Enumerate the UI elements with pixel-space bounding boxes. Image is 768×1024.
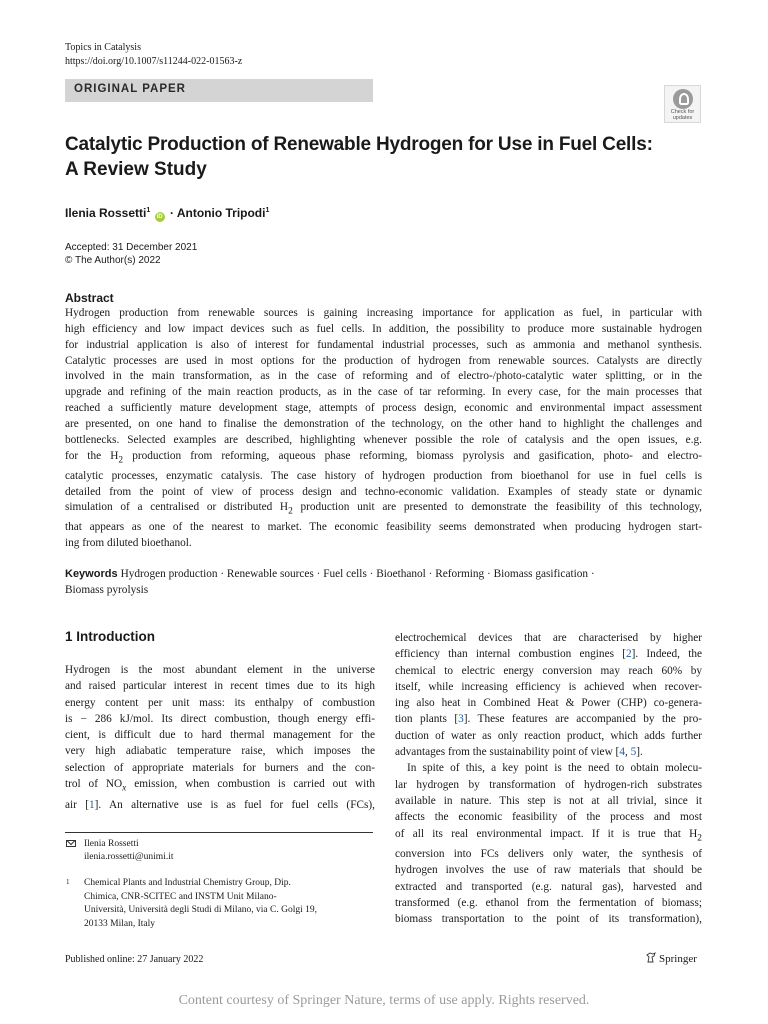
- author-1[interactable]: Ilenia Rossetti: [65, 206, 147, 220]
- citation-link[interactable]: 4: [619, 746, 625, 759]
- body-line: itself, while increasing efficiency is achieved when recover-: [395, 680, 702, 693]
- body-line: available in nature. This step is not at all trivial, since it: [395, 794, 702, 807]
- affiliation-line: Università, Università degli Studi di Milano, via C. Golgi 19,: [84, 905, 317, 915]
- citation-link[interactable]: 1: [89, 798, 95, 811]
- body-line: chemical to electric energy conversion may reach 60% by: [395, 664, 702, 677]
- body-line: ing also heat in Combined Heat & Power (CHP) co-genera-: [395, 697, 702, 710]
- corresponding-author-name: Ilenia Rossetti: [84, 839, 139, 849]
- abstract-line: [65, 449, 702, 469]
- subscript: 2: [697, 832, 702, 843]
- body-line: electrochemical devices that are characterised by higher: [395, 632, 702, 644]
- body-line: biomass transportation to the point of its transformation),: [395, 913, 702, 926]
- keywords-list-cont: Biomass pyrolysis: [65, 584, 149, 596]
- crossmark-badge[interactable]: [664, 85, 701, 123]
- publisher-name: Springer: [659, 953, 697, 965]
- affiliation-line: Chemical Plants and Industrial Chemistry Group, Dip.: [84, 878, 291, 888]
- section-heading-introduction: 1 Introduction: [65, 629, 155, 644]
- abstract-line: Hydrogen production from renewable sources is gaining increasing importance for application as fuel, in particular with: [65, 307, 702, 319]
- text-run: emission, when combustion is carried out with: [126, 778, 375, 791]
- citation-link[interactable]: 2: [625, 648, 632, 661]
- subscript: x: [122, 783, 127, 794]
- abstract-body: [65, 306, 702, 552]
- author-2-affiliation: 1: [265, 207, 270, 214]
- text-run: production unit are presented to demonstrate the feasibility of this technology,: [292, 501, 702, 514]
- text-run: production from reforming, aqueous phase reforming, biomass pyrolysis and gasification, photo- and electro-: [123, 449, 702, 462]
- abstract-line: Catalytic processes are used in most options for the production of hydrogen from renewable sources. Catalysts are directly: [65, 354, 702, 367]
- crossmark-text-1: Check for: [670, 109, 695, 115]
- publisher-logo: [646, 952, 697, 965]
- article-type-bar: [65, 79, 373, 102]
- subscript: 2: [288, 506, 293, 517]
- text-run: efficiency than internal combustion engines [: [395, 648, 626, 661]
- article-type-label: ORIGINAL PAPER: [74, 83, 186, 95]
- email-icon: [66, 840, 76, 847]
- affiliation-line: 20133 Milan, Italy: [84, 918, 155, 929]
- text-run: ]. An alternative use is as fuel for fuel cells (FCs),: [94, 798, 375, 811]
- abstract-line: ing from diluted bioethanol.: [65, 537, 192, 550]
- body-line: conversion into FCs delivers only water, the synthesis of: [395, 848, 702, 861]
- article-title-line-2: A Review Study: [65, 159, 207, 180]
- published-date: Published online: 27 January 2022: [65, 954, 204, 965]
- abstract-heading: Abstract: [65, 291, 114, 305]
- body-line: Hydrogen is the most abundant element in the universe: [65, 664, 375, 676]
- author-1-affiliation: 1: [146, 207, 151, 214]
- copyright-notice: © The Author(s) 2022: [65, 255, 161, 266]
- body-line: [395, 744, 702, 760]
- text-run: trol of NO: [65, 778, 123, 791]
- body-line: duction of water as only reaction product, which adds further: [395, 729, 702, 742]
- footnote-divider: [65, 832, 373, 833]
- accepted-date: Accepted: 31 December 2021: [65, 242, 198, 253]
- body-line: [395, 711, 702, 727]
- body-line: selection of appropriate materials for burners and the con-: [65, 761, 375, 774]
- body-line: very high adiabatic temperature raise, which imposes the: [65, 745, 375, 758]
- affiliation-line: Chimica, CNR-SCITEC and INSTM Unit Milano-: [84, 891, 277, 902]
- body-line: In spite of this, a key point is the need to obtain molecu-: [407, 762, 702, 775]
- affiliation: [84, 877, 374, 931]
- author-separator: ·: [166, 206, 177, 220]
- orcid-icon[interactable]: iD: [156, 214, 163, 220]
- body-line: energy content per unit mass: its enthalpy of combustion: [65, 696, 375, 709]
- text-run: of all its real environmental impact. If it is true that H: [395, 827, 698, 840]
- abstract-line: upgrade and refining of the main reaction products, as in the case of tar reforming. In every case, for the main processes that: [65, 386, 702, 399]
- body-line: lar hydrogen by transformation of hydrogen-rich substrates: [395, 778, 702, 791]
- abstract-line: high efficiency and low impact devices such as fuel cells. In addition, the possibility to produce more sustainable hydrogen: [65, 322, 702, 335]
- keywords-heading: Keywords: [65, 568, 118, 580]
- text-run: simulation of a centralised or distributed H: [65, 501, 289, 514]
- abstract-line: for industrial application is also of interest for fundamental industrial processes, such as ammonia and methanol synthesis.: [65, 338, 702, 351]
- crossmark-icon: [673, 89, 693, 109]
- crossmark-text-2: updates: [672, 115, 693, 121]
- body-line: cient, is difficult due to hard thermal management for the: [65, 729, 375, 742]
- abstract-line: involved in the main transformation, as in the case of reforming and of electro-/photo-catalytic water splitting, or in the: [65, 370, 702, 383]
- abstract-line: that appears as one of the nearest to market. The economic feasibility seems demonstrated when producing hydrogen start-: [65, 521, 702, 534]
- body-line: [395, 826, 702, 847]
- abstract-line: bottlenecks. Selected examples are described, highlighting whenever possible the role of catalysis and the open issues, e.g.: [65, 433, 702, 446]
- body-line: and raised particular interest in recent times due to its high: [65, 680, 375, 693]
- subscript: 2: [118, 454, 124, 465]
- body-line: affects the economic feasibility of the process and most: [395, 811, 702, 824]
- body-line: extracted and transported (e.g. natural gas), harvested and: [395, 880, 702, 893]
- corresponding-author-email[interactable]: ilenia.rossetti@unimi.it: [84, 852, 174, 862]
- text-run: ]. These features are accompanied by the pro-: [463, 713, 702, 726]
- affiliation-number: 1: [66, 878, 70, 886]
- body-line: is − 286 kJ/mol. Its direct combustion, though energy effi-: [65, 712, 375, 725]
- text-run: ].: [636, 746, 643, 759]
- abstract-line: detailed from the point of view of process design and techno-economic validation. Examples of steady state or dynamic: [65, 485, 702, 498]
- body-line: [65, 776, 375, 797]
- abstract-line: [65, 500, 702, 520]
- keywords-list: Hydrogen production · Renewable sources · Fuel cells · Bioethanol · Reforming · Biomass gasification ·: [120, 568, 595, 580]
- author-list: [65, 203, 269, 222]
- abstract-line: are presented, on one hand to finalise the demonstration of the technology, on the other hand to highlight the challenges and: [65, 417, 702, 430]
- body-line: hydrogen involves the use of raw materials that should be: [395, 864, 702, 877]
- body-line: [65, 797, 375, 813]
- text-run: advantages from the sustainability point of view [: [395, 746, 620, 759]
- springer-horse-icon: [646, 952, 656, 963]
- citation-link[interactable]: 3: [458, 713, 464, 726]
- body-column-left: [65, 662, 375, 813]
- text-run: air [: [65, 798, 90, 811]
- doi-link[interactable]: https://doi.org/10.1007/s11244-022-01563-z: [65, 56, 243, 67]
- courtesy-notice: Content courtesy of Springer Nature, terms of use apply. Rights reserved.: [178, 993, 590, 1008]
- keywords: [65, 566, 702, 598]
- text-run: ,: [624, 746, 631, 759]
- body-line: transformed (e.g. ethanol from the fermentation of biomass;: [395, 897, 702, 909]
- body-line: [395, 646, 702, 662]
- body-column-right: [395, 630, 702, 928]
- citation-link[interactable]: 5: [630, 746, 637, 759]
- text-run: for the H: [65, 449, 119, 462]
- text-run: ]. Indeed, the: [631, 648, 702, 661]
- journal-name: Topics in Catalysis: [65, 42, 141, 53]
- abstract-line: catalytic processes, enzymatic catalysis. The case history of hydrogen production from bioethanol for use in fuel cells is: [65, 469, 702, 482]
- article-title-line-1: Catalytic Production of Renewable Hydrogen for Use in Fuel Cells:: [65, 134, 653, 155]
- text-run: tion plants [: [395, 713, 459, 726]
- abstract-line: reached a sufficiently mature development stage, attempts of process design, economic and environmental impact assessment: [65, 402, 702, 415]
- author-2[interactable]: Antonio Tripodi: [176, 206, 266, 220]
